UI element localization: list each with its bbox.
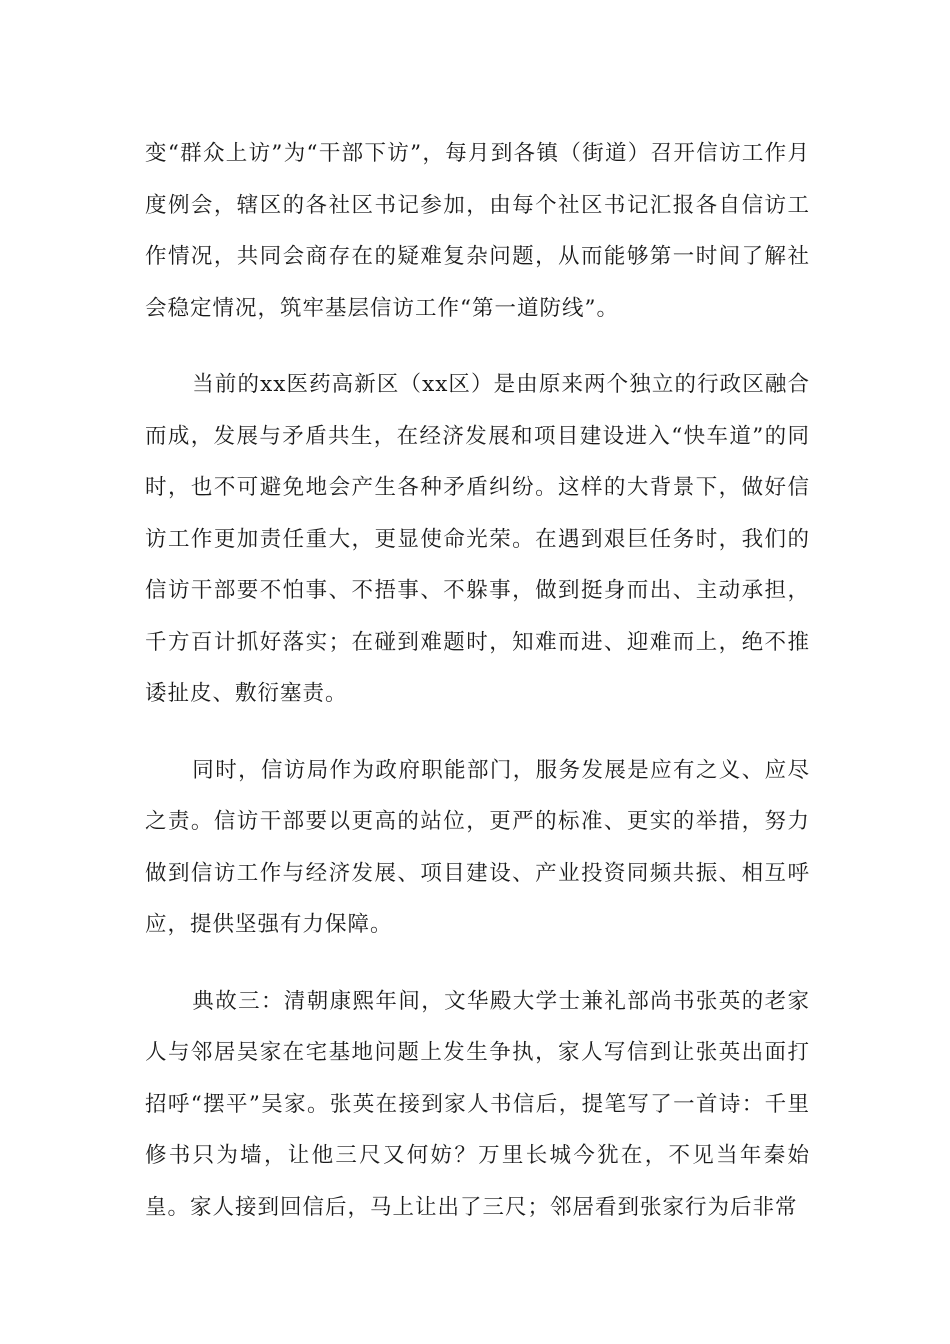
paragraph-continuation: 变“群众上访”为“干部下访”，每月到各镇（街道）召开信访工作月度例会，辖区的各社区书记参加，由每个社区书记汇报各自信访工作情况，共同会商存在的疑难复杂问题，从而能够第一时间了解社会稳定情况，筑牢基层信访工作“第一道防线”。: [145, 141, 810, 321]
paragraph-background: 当前的xx医药高新区（xx区）是由原来两个独立的行政区融合而成，发展与矛盾共生，在经济发展和项目建设进入“快车道”的同时，也不可避免地会产生各种矛盾纠纷。这样的大背景下，做好信访工作更加责任重大，更显使命光荣。在遇到艰巨任务时，我们的信访干部要不怕事、不捂事、不躲事，做到挺身而出、主动承担，千方百计抓好落实；在碰到难题时，知难而进、迎难而上，绝不推诿扯皮、敷衍塞责。: [145, 372, 810, 706]
document-body: [145, 128, 810, 1233]
paragraph-service: 同时，信访局作为政府职能部门，服务发展是应有之义、应尽之责。信访干部要以更高的站位，更严的标准、更实的举措，努力做到信访工作与经济发展、项目建设、产业投资同频共振、相互呼应，提供坚强有力保障。: [145, 757, 810, 937]
paragraph-anecdote-three: 典故三：清朝康熙年间，文华殿大学士兼礼部尚书张英的老家人与邻居吴家在宅基地问题上发生争执，家人写信到让张英出面打招呼“摆平”吴家。张英在接到家人书信后，提笔写了一首诗：千里修书只为墙，让他三尺又何妨？万里长城今犹在，不见当年秦始皇。家人接到回信后，马上让出了三尺；邻居看到张家行为后非常: [145, 988, 810, 1220]
